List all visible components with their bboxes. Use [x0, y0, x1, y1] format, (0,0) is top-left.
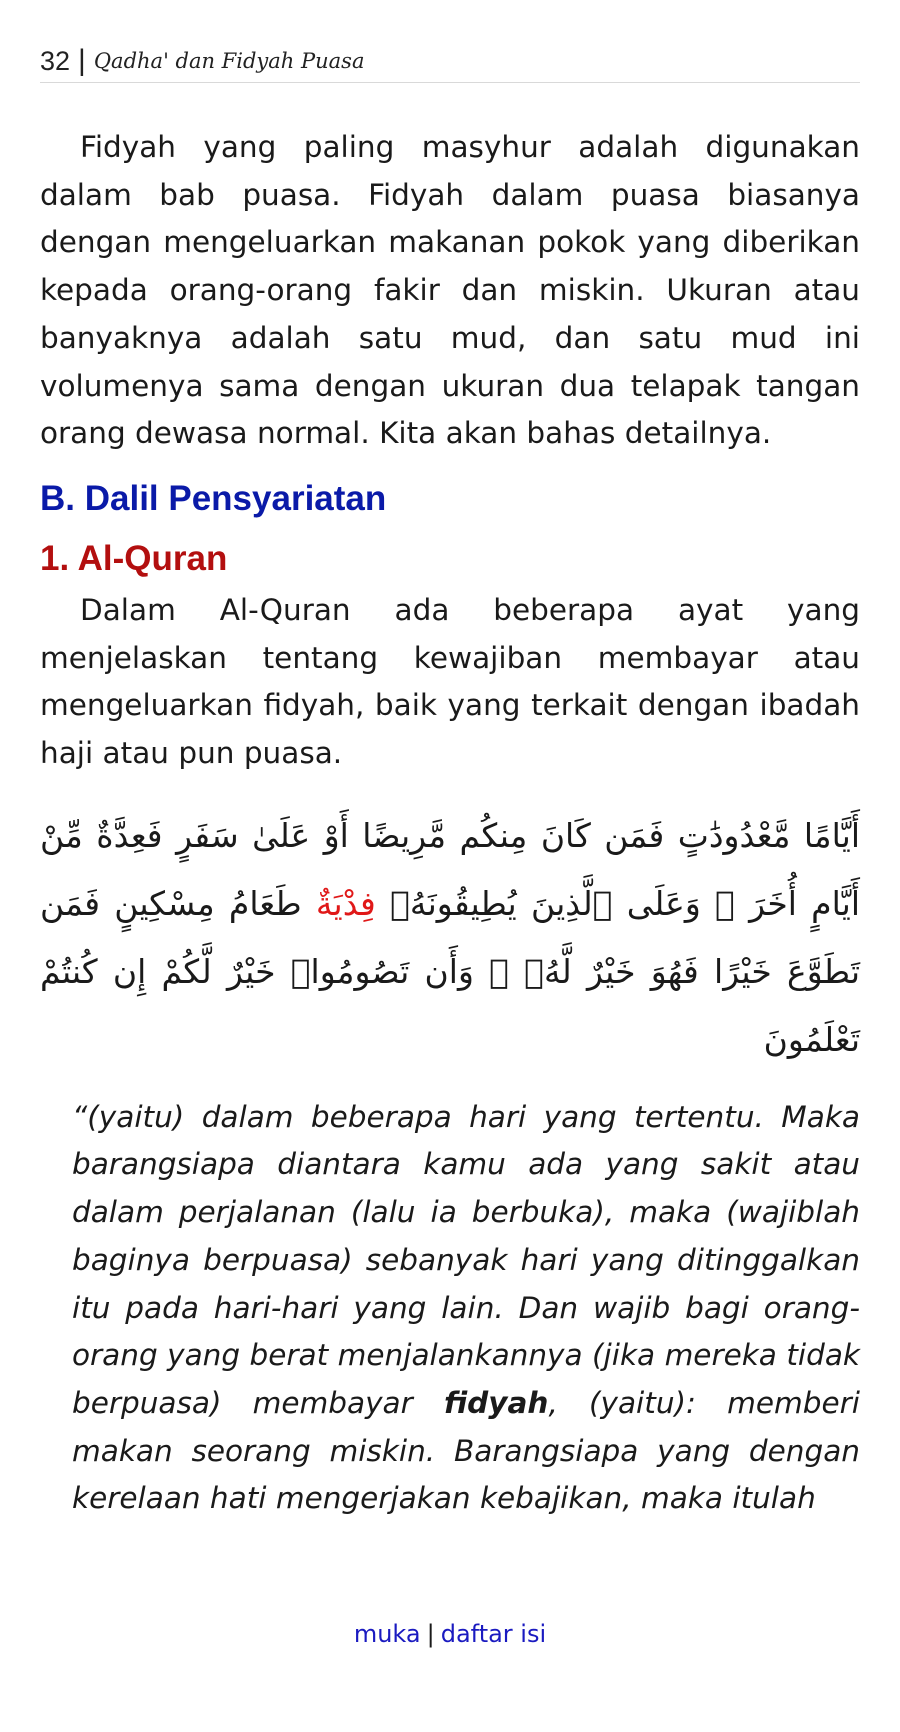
section-heading: B. Dalil Pensyariatan	[40, 478, 387, 518]
front-page-link[interactable]: muka	[353, 1620, 421, 1648]
arabic-verse-before: أَيَّامًا مَّعْدُودَٰتٍ فَمَن كَانَ مِنكُم مَّرِيضًا أَوْ عَلَىٰ سَفَرٍ فَعِدَّةٌ مِّنْ أَيَّامٍ أُخَرَ ۚ وَعَلَى ٱلَّذِينَ يُطِيقُونَهُۥ	[40, 815, 860, 923]
page-footer	[0, 1620, 900, 1648]
translation-bold-fidyah: fidyah	[443, 1385, 549, 1420]
page-header	[40, 40, 860, 83]
sub-heading: 1. Al-Quran	[40, 538, 228, 578]
header-separator: |	[78, 44, 86, 77]
arabic-verse	[40, 802, 860, 1074]
footer-separator: |	[426, 1620, 435, 1648]
book-title: Qadha' dan Fidyah Puasa	[93, 49, 365, 73]
translation-after: , (yaitu): memberi makan seorang miskin. Barangsiapa yang dengan kerelaan hati mengerjakan kebajikan, maka itulah	[72, 1385, 860, 1516]
intro-paragraph: Fidyah yang paling masyhur adalah digunakan dalam bab puasa. Fidyah dalam puasa biasanya dengan mengeluarkan makanan pokok yang diberikan kepada orang-orang fakir dan miskin. Ukuran atau banyaknya adalah satu mud, dan satu mud ini volumenya sama dengan ukuran dua telapak tangan orang dewasa normal. Kita akan bahas detailnya.	[40, 130, 860, 451]
page-number: 32	[40, 45, 71, 76]
translation-before: “(yaitu) dalam beberapa hari yang tertentu. Maka barangsiapa diantara kamu ada yang sakit atau dalam perjalanan (lalu ia berbuka), maka (wajiblah baginya berpuasa) sebanyak hari yang ditinggalkan itu pada hari-hari yang lain. Dan wajib bagi orang-orang yang berat menjalankannya (jika mereka tidak berpuasa) membayar	[72, 1099, 860, 1420]
page-content	[40, 124, 860, 1523]
arabic-verse-after: طَعَامُ مِسْكِينٍ فَمَن تَطَوَّعَ خَيْرًا فَهُوَ خَيْرٌ لَّهُۥ ۚ وَأَن تَصُومُوا۟ خَيْرٌ لَّكُمْ إِن كُنتُمْ تَعْلَمُونَ	[40, 883, 860, 1059]
verse-translation	[72, 1094, 860, 1523]
table-of-contents-link[interactable]: daftar isi	[440, 1620, 547, 1648]
quran-intro-paragraph: Dalam Al-Quran ada beberapa ayat yang menjelaskan tentang kewajiban membayar atau mengeluarkan fidyah, baik yang terkait dengan ibadah haji atau pun puasa.	[40, 592, 860, 771]
arabic-verse-fidyah-highlight: فِدْيَةٌ	[315, 883, 376, 923]
